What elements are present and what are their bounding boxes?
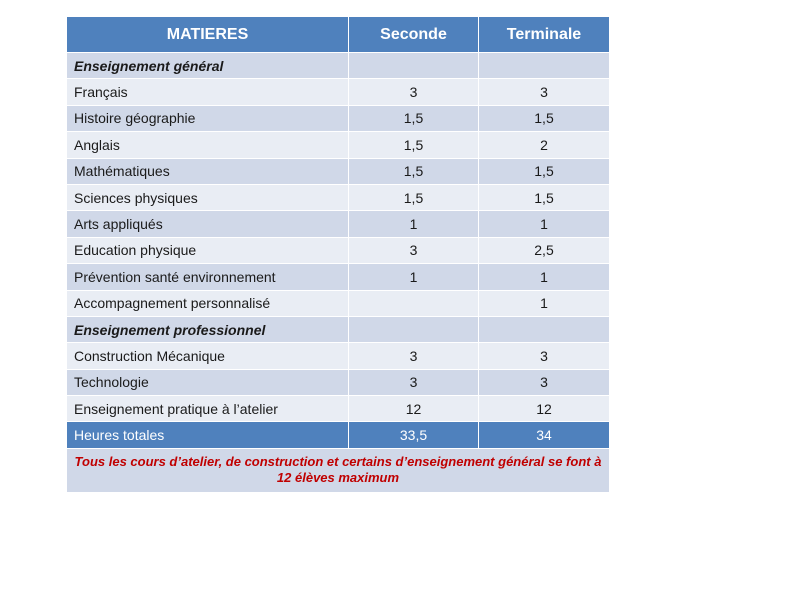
subject-label: Accompagnement personnalisé [67, 290, 349, 316]
terminale-hours: 1 [479, 264, 610, 290]
total-terminale: 34 [479, 422, 610, 448]
subject-label: Anglais [67, 132, 349, 158]
terminale-hours: 12 [479, 396, 610, 422]
seconde-hours [349, 53, 479, 79]
terminale-hours: 1,5 [479, 184, 610, 210]
section-row [67, 316, 610, 342]
seconde-hours [349, 290, 479, 316]
subject-label: Arts appliqués [67, 211, 349, 237]
total-row [67, 422, 610, 448]
table-row [67, 237, 610, 263]
subject-label: Construction Mécanique [67, 343, 349, 369]
subject-label: Enseignement professionnel [67, 316, 349, 342]
subject-label: Mathématiques [67, 158, 349, 184]
terminale-hours [479, 316, 610, 342]
table-row [67, 132, 610, 158]
seconde-hours: 1,5 [349, 132, 479, 158]
seconde-hours: 1,5 [349, 105, 479, 131]
terminale-hours: 1,5 [479, 105, 610, 131]
terminale-hours: 1 [479, 211, 610, 237]
note-row [67, 448, 610, 492]
seconde-hours: 3 [349, 79, 479, 105]
subject-label: Français [67, 79, 349, 105]
table-body [67, 53, 610, 493]
subject-label: Technologie [67, 369, 349, 395]
table-row [67, 79, 610, 105]
header-terminale: Terminale [479, 17, 610, 53]
table-row [67, 264, 610, 290]
table-header-row [67, 17, 610, 53]
seconde-hours: 1 [349, 211, 479, 237]
table-row [67, 396, 610, 422]
seconde-hours [349, 316, 479, 342]
subject-label: Histoire géographie [67, 105, 349, 131]
note-text: Tous les cours d’atelier, de construction et certains d’enseignement général se font à 12 élèves maximum [67, 448, 610, 492]
table-row [67, 184, 610, 210]
terminale-hours: 1,5 [479, 158, 610, 184]
table-row [67, 105, 610, 131]
seconde-hours: 1 [349, 264, 479, 290]
terminale-hours: 2 [479, 132, 610, 158]
subject-label: Enseignement pratique à l’atelier [67, 396, 349, 422]
subjects-hours-table [66, 16, 610, 493]
total-seconde: 33,5 [349, 422, 479, 448]
subject-label: Education physique [67, 237, 349, 263]
seconde-hours: 1,5 [349, 184, 479, 210]
terminale-hours: 2,5 [479, 237, 610, 263]
subject-label: Sciences physiques [67, 184, 349, 210]
terminale-hours [479, 53, 610, 79]
terminale-hours: 1 [479, 290, 610, 316]
section-row [67, 53, 610, 79]
terminale-hours: 3 [479, 369, 610, 395]
table-row [67, 343, 610, 369]
seconde-hours: 3 [349, 237, 479, 263]
subject-label: Enseignement général [67, 53, 349, 79]
seconde-hours: 3 [349, 343, 479, 369]
seconde-hours: 1,5 [349, 158, 479, 184]
seconde-hours: 3 [349, 369, 479, 395]
table-row [67, 290, 610, 316]
seconde-hours: 12 [349, 396, 479, 422]
table-row [67, 369, 610, 395]
subject-label: Prévention santé environnement [67, 264, 349, 290]
table-row [67, 158, 610, 184]
total-label: Heures totales [67, 422, 349, 448]
header-seconde: Seconde [349, 17, 479, 53]
terminale-hours: 3 [479, 343, 610, 369]
terminale-hours: 3 [479, 79, 610, 105]
header-matieres: MATIERES [67, 17, 349, 53]
table-row [67, 211, 610, 237]
